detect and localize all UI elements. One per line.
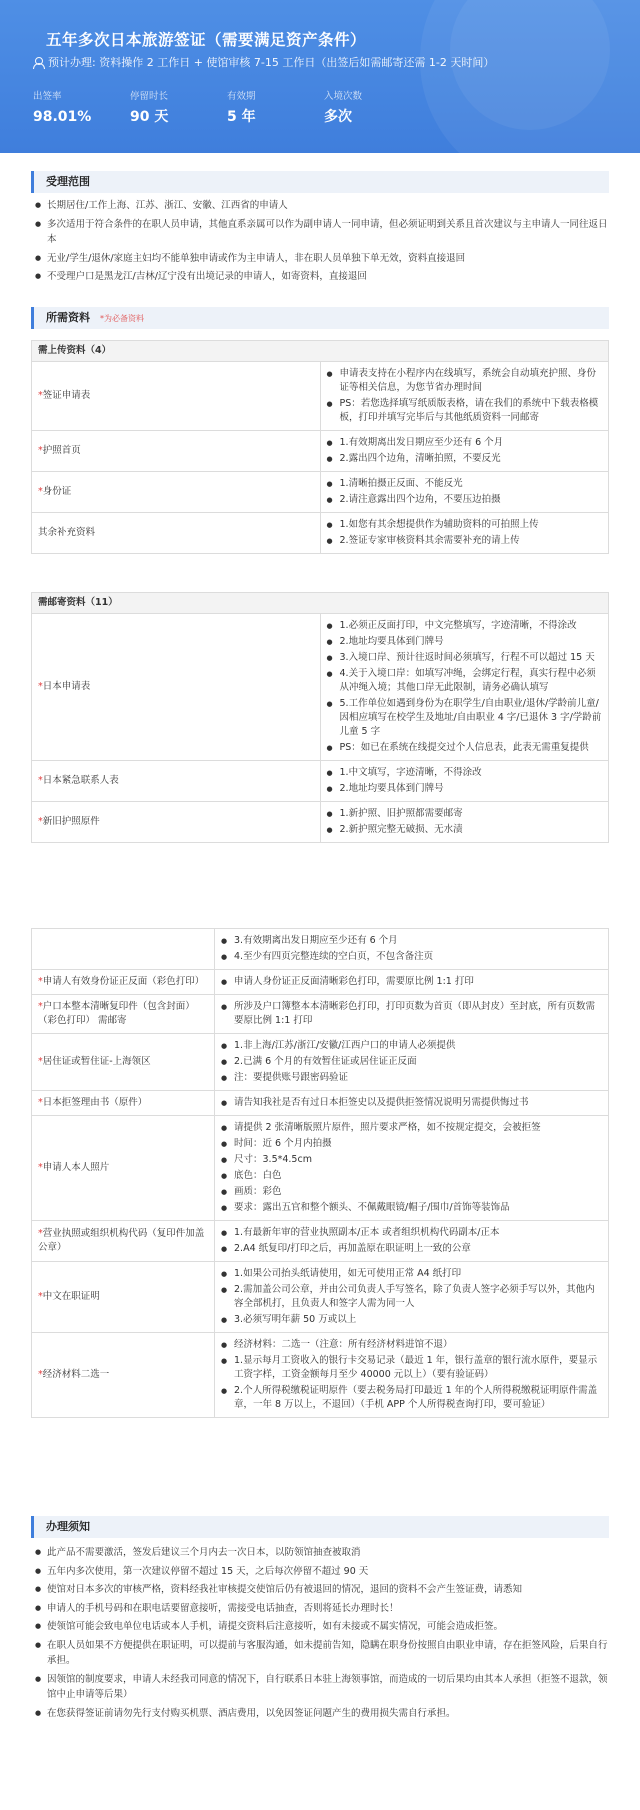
material-details: ● 1.如果公司抬头纸请使用，如无可使用正常 A4 纸打印 ● 2.需加盖公司公章，并由公司负责人手写签名，除了负责人签字必须手写以外，其他内容全部机打，且负责人和签字人需为同一人 ● 3.必须写明年薪 50 万或以上 xyxy=(215,1262,609,1333)
stat-stay-duration xyxy=(130,90,227,128)
material-details: ● 申请人身份证正反面清晰彩色打印，需要原比例 1:1 打印 xyxy=(215,970,609,995)
mail-materials-table xyxy=(31,592,609,843)
table-row xyxy=(32,929,609,970)
material-name: *签证申请表 xyxy=(32,362,321,431)
section-title-materials xyxy=(31,307,609,329)
list-item: ● 不受理户口是黑龙江/吉林/辽宁没有出境记录的申请人，如寄资料，直接退回 xyxy=(35,269,610,285)
material-name: *户口本整本清晰复印件（包含封面）（彩色打印） 需邮寄 xyxy=(32,995,215,1034)
material-details: ● 1.新护照、旧护照都需要邮寄 ● 2.新护照完整无破损、无水渍 xyxy=(320,802,609,843)
table-row xyxy=(32,1221,609,1262)
list-item: ● 此产品不需要激活，签发后建议三个月内去一次日本，以防领馆抽查被取消 xyxy=(35,1545,610,1561)
material-details: ● 3.有效期离出发日期应至少还有 6 个月 ● 4.至少有四页完整连续的空白页，不包含备注页 xyxy=(215,929,609,970)
group-header: 需邮寄资料（11） xyxy=(32,593,609,614)
list-item: ● 在职人员如果不方便提供在职证明，可以提前与客服沟通，如未提前告知，隐瞒在职身份按照自由职业申请，存在拒签风险，后果自行承担。 xyxy=(35,1638,610,1669)
section-title-text: 所需资料 xyxy=(46,311,90,324)
stat-approval-rate xyxy=(33,90,130,128)
table-row xyxy=(32,614,609,761)
table-row xyxy=(32,513,609,554)
stat-label: 有效期 xyxy=(227,91,256,102)
list-item: ● 申请人的手机号码和在职电话要留意接听，需接受电话抽查，否则将延长办理时长！ xyxy=(35,1601,610,1617)
table-row xyxy=(32,761,609,802)
section-title-notice: 办理须知 xyxy=(31,1516,609,1538)
material-details: ● 请告知我社是否有过日本拒签史以及提供拒签情况说明另需提供悔过书 xyxy=(215,1091,609,1116)
material-details: ● 1.如您有其余想提供作为辅助资料的可拍照上传 ● 2.签证专家审核资料其余需要补充的请上传 xyxy=(320,513,609,554)
material-name xyxy=(32,929,215,970)
table-row xyxy=(32,970,609,995)
list-item: ● 多次适用于符合条件的在职人员申请，其他直系亲属可以作为副申请人一同申请，但必须证明到关系且首次建议与主申请人一同往返日本 xyxy=(35,217,610,248)
material-name: *护照首页 xyxy=(32,431,321,472)
list-item: ● 在您获得签证前请勿先行支付购买机票、酒店费用，以免因签证问题产生的费用损失需自行承担。 xyxy=(35,1706,610,1722)
processing-time xyxy=(33,54,494,71)
table-row xyxy=(32,362,609,431)
material-name: *申请人有效身份证正反面（彩色打印） xyxy=(32,970,215,995)
page-title: 五年多次日本旅游签证（需要满足资产条件） xyxy=(46,31,367,49)
required-note: *为必备资料 xyxy=(100,314,144,323)
upload-materials-table xyxy=(31,340,609,554)
stat-value: 多次 xyxy=(324,108,352,125)
table-row xyxy=(32,802,609,843)
notice-list xyxy=(35,1545,610,1724)
material-details: ● 1.必须正反面打印，中文完整填写，字迹清晰，不得涂改 ● 2.地址均要具体到门牌号 ● 3.入境口岸、预计往返时间必须填写，行程不可以超过 15 天 ● 4.关于入境口岸：如填写冲绳，会绑定行程，真实行程中必须从冲绳入境；其他口岸无此限制，请务必确认填写 ● 5.工作单位如遇到身份为在职学生/自由职业/退休/学龄前儿童/因相应填写在校学生及地址/自由职业 4 字/已退休 3 字/学龄前儿童 5 字 ● PS：如已在系统在线提交过个人信息表，此表无需重复提供 xyxy=(320,614,609,761)
scope-list xyxy=(35,198,610,288)
material-name: *申请人本人照片 xyxy=(32,1116,215,1221)
stat-entries xyxy=(324,90,421,128)
material-name: *经济材料二选一 xyxy=(32,1333,215,1418)
stat-label: 出签率 xyxy=(33,91,62,102)
material-details: ● 1.有效期离出发日期应至少还有 6 个月 ● 2.露出四个边角，清晰拍照，不要反光 xyxy=(320,431,609,472)
material-details: ● 1.清晰拍摄正反面、不能反光 ● 2.请注意露出四个边角，不要压边拍摄 xyxy=(320,472,609,513)
material-details: ● 所涉及户口簿整本本清晰彩色打印，打印页数为首页（即从封皮）至封底，所有页数需要原比例 1:1 打印 xyxy=(215,995,609,1034)
material-name: *中文在职证明 xyxy=(32,1262,215,1333)
material-name: *日本紧急联系人表 xyxy=(32,761,321,802)
material-name: 其余补充资料 xyxy=(32,513,321,554)
user-icon xyxy=(33,57,43,68)
list-item: ● 因领馆的制度要求，申请人未经我司同意的情况下，自行联系日本驻上海领事馆，而造成的一切后果均由其本人承担（拒签不退款，领馆中止申请等后果） xyxy=(35,1672,610,1703)
table-row xyxy=(32,1262,609,1333)
section-title-scope: 受理范围 xyxy=(31,171,609,193)
material-details: ● 请提供 2 张清晰版照片原件，照片要求严格，如不按规定提交，会被拒签 ● 时间：近 6 个月内拍摄 ● 尺寸：3.5*4.5cm ● 底色：白色 ● 画质：彩色 ● 要求：露出五官和整个额头、不佩戴眼镜/帽子/围巾/首饰等装饰品 xyxy=(215,1116,609,1221)
material-details: ● 1.有最新年审的营业执照副本/正本 或者组织机构代码副本/正本 ● 2.A4 纸复印/打印之后，再加盖原在职证明上一致的公章 xyxy=(215,1221,609,1262)
material-details: ● 经济材料：二选一（注意：所有经济材料进馆不退） ● 1.显示每月工资收入的银行卡交易记录（最近 1 年，银行盖章的银行流水原件，要显示工资字样，工资金额每月至少 40000 元以上）（要有验证码） ● 2.个人所得税缴税证明原件（要去税务局打印最近 1 年的个人所得税缴税证明原件需盖章，一年 8 万以上，不退回）（手机 APP 个人所得税查询打印，要可验证） xyxy=(215,1333,609,1418)
stat-validity xyxy=(227,90,324,128)
material-details: ● 1.非上海/江苏/浙江/安徽/江西户口的申请人必须提供 ● 2.已满 6 个月的有效暂住证或居住证正反面 ● 注：要提供账号跟密码验证 xyxy=(215,1034,609,1091)
list-item: ● 使馆对日本多次的审核严格，资料经我社审核提交使馆后仍有被退回的情况，退回的资料不会产生签证费，请悉知 xyxy=(35,1582,610,1598)
list-item: ● 使领馆可能会致电单位电话或本人手机，请提交资料后注意接听，如有未接或不属实情况，可能会造成拒签。 xyxy=(35,1619,610,1635)
stats-row xyxy=(33,90,421,128)
group-header: 需上传资料（4） xyxy=(32,341,609,362)
material-name: *日本拒签理由书（原件） xyxy=(32,1091,215,1116)
table-row xyxy=(32,472,609,513)
list-item: ● 无业/学生/退休/家庭主妇均不能单独申请或作为主申请人，非在职人员单独下单无效，资料直接退回 xyxy=(35,251,610,267)
stat-label: 入境次数 xyxy=(324,91,363,102)
material-name: *新旧护照原件 xyxy=(32,802,321,843)
hero-banner xyxy=(0,0,640,153)
table-row xyxy=(32,1333,609,1418)
table-row xyxy=(32,1091,609,1116)
material-name: *居住证或暂住证-上海领区 xyxy=(32,1034,215,1091)
material-details: ● 1.中文填写，字迹清晰，不得涂改 ● 2.地址均要具体到门牌号 xyxy=(320,761,609,802)
list-item: ● 长期居住/工作上海、江苏、浙江、安徽、江西省的申请人 xyxy=(35,198,610,214)
table-row xyxy=(32,1034,609,1091)
table-row xyxy=(32,431,609,472)
processing-time-text: 预计办理: 资料操作 2 工作日 + 使馆审核 7-15 工作日（出签后如需邮寄还需 1-2 天时间） xyxy=(48,56,495,69)
material-name: *日本申请表 xyxy=(32,614,321,761)
mail-materials-table-continued xyxy=(31,928,609,1418)
stat-value: 98.01% xyxy=(33,108,92,125)
stat-value: 5 年 xyxy=(227,108,256,125)
list-item: ● 五年内多次使用，第一次建议停留不超过 15 天，之后每次停留不超过 90 天 xyxy=(35,1564,610,1580)
stat-label: 停留时长 xyxy=(130,91,169,102)
material-name: *营业执照或组织机构代码（复印件加盖公章） xyxy=(32,1221,215,1262)
material-name: *身份证 xyxy=(32,472,321,513)
stat-value: 90 天 xyxy=(130,108,169,125)
table-row xyxy=(32,995,609,1034)
material-details: ● 申请表支持在小程序内在线填写，系统会自动填充护照、身份证等相关信息，为您节省办理时间 ● PS：若您选择填写纸质版表格，请在我们的系统中下载表格模板，打印并填写完毕后与其他纸质资料一同邮寄 xyxy=(320,362,609,431)
table-row xyxy=(32,1116,609,1221)
